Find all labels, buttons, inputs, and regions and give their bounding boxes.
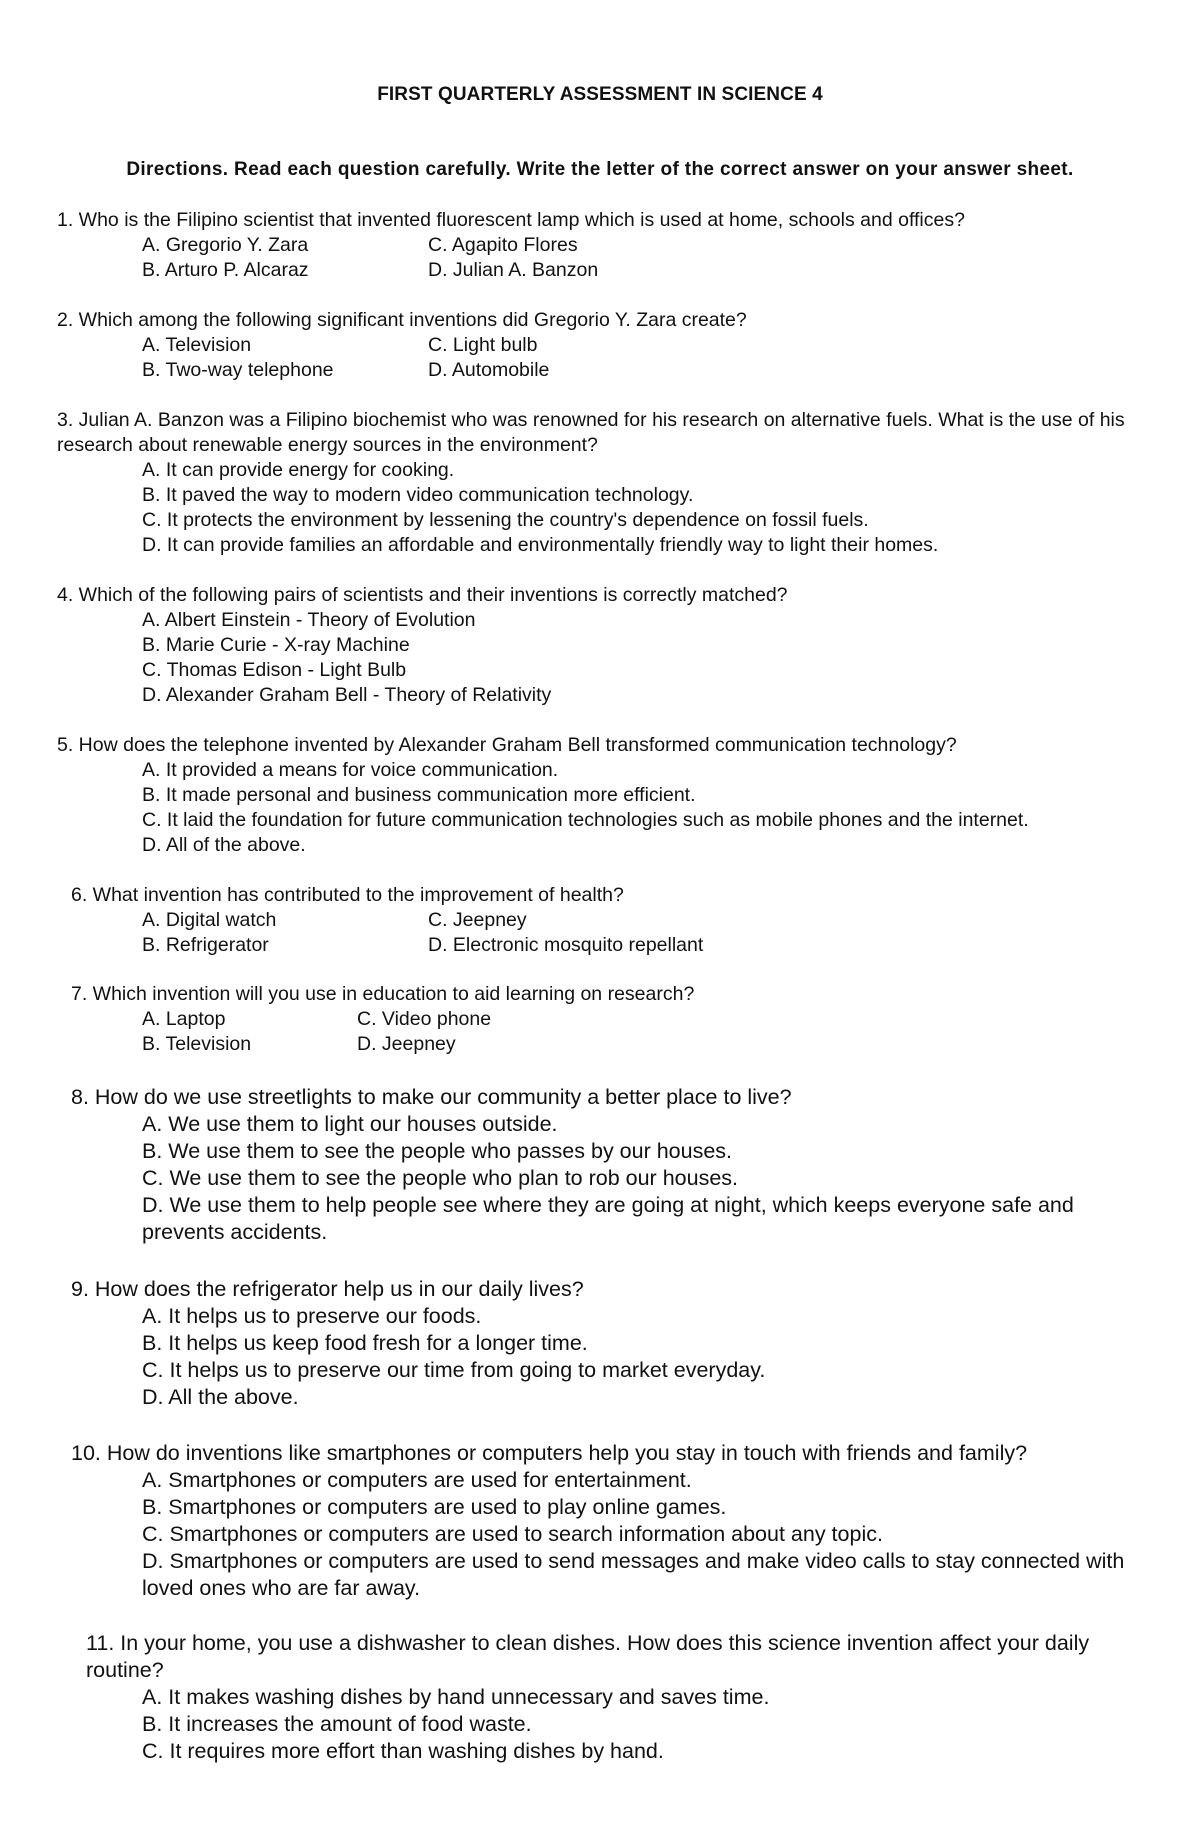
option-d: D. Alexander Graham Bell - Theory of Relativity	[142, 684, 552, 706]
directions: Directions. Read each question carefully. Write the letter of the correct answer on your answer sheet.	[126, 159, 1074, 180]
option-a: A. It can provide energy for cooking.	[142, 459, 455, 481]
option-d: D. Jeepney	[357, 1033, 456, 1055]
option-d: D. All of the above.	[142, 834, 306, 856]
option-b: B. It helps us keep food fresh for a longer time.	[142, 1331, 588, 1355]
question-stem: 5. How does the telephone invented by Alexander Graham Bell transformed communication technology?	[57, 734, 957, 756]
option-c: C. Light bulb	[428, 334, 538, 356]
option-b: B. It paved the way to modern video communication technology.	[142, 484, 694, 506]
option-d: D. Automobile	[428, 359, 550, 381]
option-b: B. Refrigerator	[142, 934, 269, 956]
option-c: C. It laid the foundation for future communication technologies such as mobile phones and the internet.	[142, 809, 1029, 831]
question-stem: 11. In your home, you use a dishwasher to clean dishes. How does this science invention affect your daily routine?	[86, 1631, 1090, 1682]
option-d: D. Electronic mosquito repellant	[428, 934, 704, 956]
option-list	[71, 1111, 1136, 1246]
option-a: A. Digital watch	[142, 909, 277, 931]
question-6	[71, 883, 703, 958]
question-stem: 4. Which of the following pairs of scientists and their inventions is correctly matched?	[57, 584, 788, 606]
question-stem: 7. Which invention will you use in education to aid learning on research?	[71, 983, 695, 1005]
question-4	[57, 583, 788, 708]
option-list	[71, 1303, 765, 1411]
option-d: D. We use them to help people see where they are going at night, which keeps everyone safe and prevents accidents.	[142, 1193, 1074, 1244]
option-a: A. It makes washing dishes by hand unnecessary and saves time.	[142, 1685, 770, 1709]
option-b: B. It increases the amount of food waste.	[142, 1712, 532, 1736]
option-c: C. We use them to see the people who plan to rob our houses.	[142, 1166, 738, 1190]
option-list	[71, 1467, 1136, 1602]
question-10	[71, 1440, 1136, 1602]
option-c: C. It protects the environment by lessening the country's dependence on fossil fuels.	[142, 509, 869, 531]
option-a: A. It helps us to preserve our foods.	[142, 1304, 482, 1328]
option-d: D. All the above.	[142, 1385, 299, 1409]
option-c: C. Jeepney	[428, 909, 527, 931]
option-c: C. It requires more effort than washing dishes by hand.	[142, 1739, 664, 1763]
option-b: B. Television	[142, 1033, 252, 1055]
option-a: A. It provided a means for voice communication.	[142, 759, 559, 781]
question-stem: 6. What invention has contributed to the improvement of health?	[71, 884, 624, 906]
option-c: C. Smartphones or computers are used to search information about any topic.	[142, 1522, 883, 1546]
question-stem: 9. How does the refrigerator help us in our daily lives?	[71, 1277, 584, 1301]
question-7	[71, 982, 694, 1057]
question-stem: 1. Who is the Filipino scientist that invented fluorescent lamp which is used at home, schools and offices?	[57, 209, 965, 231]
question-1	[57, 208, 965, 283]
option-grid	[57, 333, 747, 383]
option-a: A. Albert Einstein - Theory of Evolution	[142, 609, 476, 631]
option-d: D. It can provide families an affordable and environmentally friendly way to light their homes.	[142, 534, 939, 556]
option-a: A. Gregorio Y. Zara	[142, 234, 309, 256]
option-grid	[57, 233, 965, 283]
question-3	[57, 408, 1132, 558]
option-list	[86, 1684, 1146, 1765]
question-2	[57, 308, 747, 383]
page-title: FIRST QUARTERLY ASSESSMENT IN SCIENCE 4	[377, 84, 823, 105]
question-stem: 3. Julian A. Banzon was a Filipino biochemist who was renowned for his research on alternative fuels. What is the use of his research about renewable energy sources in the environment?	[57, 409, 1125, 456]
option-grid	[71, 908, 703, 958]
question-11	[86, 1630, 1146, 1765]
option-grid	[71, 1007, 694, 1057]
option-a: A. Laptop	[142, 1008, 226, 1030]
option-d: D. Julian A. Banzon	[428, 259, 599, 281]
option-c: C. Agapito Flores	[428, 234, 578, 256]
option-b: B. It made personal and business communication more efficient.	[142, 784, 696, 806]
option-b: B. We use them to see the people who passes by our houses.	[142, 1139, 733, 1163]
question-5	[57, 733, 1029, 858]
option-a: A. Television	[142, 334, 252, 356]
option-c: C. Video phone	[357, 1008, 492, 1030]
option-a: A. We use them to light our houses outside.	[142, 1112, 558, 1136]
question-9	[71, 1276, 765, 1411]
option-b: B. Arturo P. Alcaraz	[142, 259, 309, 281]
option-b: B. Marie Curie - X-ray Machine	[142, 634, 410, 656]
option-a: A. Smartphones or computers are used for entertainment.	[142, 1468, 692, 1492]
option-list	[57, 458, 1132, 558]
question-stem: 8. How do we use streetlights to make our community a better place to live?	[71, 1085, 792, 1109]
question-stem: 10. How do inventions like smartphones or computers help you stay in touch with friends and family?	[71, 1441, 1028, 1465]
option-b: B. Smartphones or computers are used to play online games.	[142, 1495, 727, 1519]
question-stem: 2. Which among the following significant inventions did Gregorio Y. Zara create?	[57, 309, 747, 331]
option-d: D. Smartphones or computers are used to send messages and make video calls to stay connected with loved ones who are far away.	[142, 1549, 1125, 1600]
option-b: B. Two-way telephone	[142, 359, 334, 381]
option-c: C. Thomas Edison - Light Bulb	[142, 659, 407, 681]
option-list	[57, 758, 1029, 858]
question-8	[71, 1084, 1136, 1246]
option-c: C. It helps us to preserve our time from going to market everyday.	[142, 1358, 766, 1382]
option-list	[57, 608, 788, 708]
